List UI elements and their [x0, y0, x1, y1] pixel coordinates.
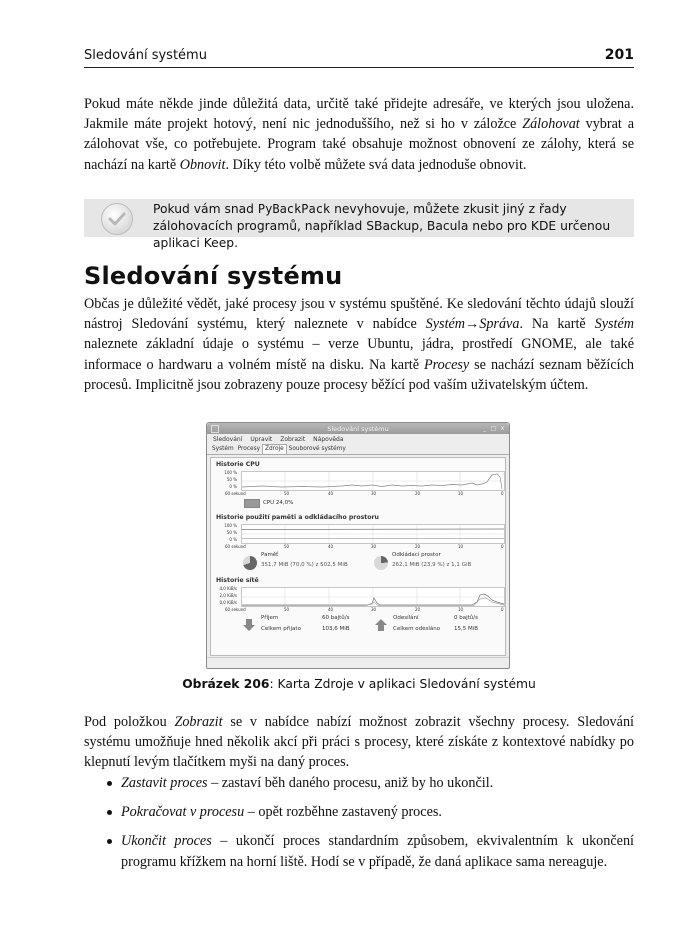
- menu-upravit[interactable]: Upravit: [250, 435, 273, 443]
- network-graph: [241, 587, 505, 607]
- text-run: Pokud máte někde jinde důležitá data, určitě také přidejte adresáře, ve kterých jsou uložena. Jakmile máte projekt hotový, není nic jednoduššího, než si ho v záložce: [84, 96, 634, 133]
- emphasis-procesy: Procesy: [424, 356, 470, 373]
- x-tick: 40: [328, 544, 334, 549]
- send-value: 0 bajtů/s: [454, 615, 478, 621]
- x-tick: 60 sekund: [225, 544, 246, 549]
- memory-history-title: Historie použití paměti a odkládacího prostoru: [216, 514, 379, 521]
- window-titlebar: [207, 423, 509, 434]
- list-item-text: – opět rozběhne zastavený proces.: [244, 804, 442, 821]
- code-pybackpack: PyBackPack: [257, 202, 331, 216]
- memory-graph-plot: [242, 525, 504, 543]
- menu-sledovani[interactable]: Sledování: [213, 435, 243, 443]
- cpu-history-title: Historie CPU: [216, 461, 260, 468]
- resources-pane: [210, 457, 506, 656]
- x-tick: 10: [458, 491, 464, 496]
- window-title: Sledování systému: [327, 425, 389, 433]
- tip-box: [84, 199, 634, 250]
- cpu-graph-plot: [242, 472, 504, 490]
- intro-paragraph: [84, 94, 634, 175]
- receive-label: Příjem: [261, 615, 279, 621]
- list-item-term: Zastavit proces: [121, 775, 208, 791]
- y-tick: 0 %: [229, 484, 237, 489]
- network-graph-plot: [242, 588, 504, 606]
- section-heading: Sledování systému: [84, 262, 343, 290]
- figure-caption: [84, 677, 634, 691]
- x-tick: 30: [371, 544, 377, 549]
- list-item-term: Pokračovat v procesu: [121, 804, 245, 821]
- swap-value: 262,1 MiB (23,9 %) z 1,1 GiB: [392, 562, 472, 568]
- x-tick: 50: [284, 491, 290, 496]
- send-label: Odesílání: [393, 615, 419, 621]
- caption-text: : Karta Zdroje v aplikaci Sledování systému: [269, 677, 536, 691]
- tab-procesy[interactable]: Procesy: [237, 446, 261, 452]
- cpu-legend: CPU 24,0%: [263, 500, 294, 506]
- download-arrow-icon: [242, 618, 256, 632]
- x-tick: 20: [415, 491, 421, 496]
- x-tick: 50: [284, 544, 290, 549]
- y-tick: 4,0 KiB/s: [219, 586, 237, 591]
- cpu-color-swatch[interactable]: [244, 499, 260, 508]
- swap-label: Odkládací prostor: [392, 552, 441, 558]
- tab-souborove-systemy[interactable]: Souborové systémy: [288, 446, 346, 452]
- list-item-term: Ukončit proces: [121, 833, 212, 850]
- list-item-text: – zastaví běh daného procesu, aniž by ho ukončil.: [207, 775, 494, 791]
- emphasis-zobrazit: Zobrazit: [174, 714, 223, 730]
- x-tick: 0: [501, 607, 504, 612]
- x-tick: 20: [415, 607, 421, 612]
- total-received-label: Celkem přijato: [261, 626, 301, 632]
- x-tick: 20: [415, 544, 421, 549]
- close-icon[interactable]: x: [500, 425, 505, 432]
- x-tick: 60 sekund: [225, 491, 246, 496]
- menu-napoveda[interactable]: Nápověda: [313, 435, 344, 443]
- bullet-icon: [107, 781, 112, 786]
- window-statusbar: [207, 657, 509, 668]
- memory-pie-icon[interactable]: [243, 556, 257, 570]
- x-tick: 60 sekund: [225, 607, 246, 612]
- total-sent-label: Celkem odesláno: [393, 626, 441, 632]
- running-head-title: Sledování systému: [84, 48, 207, 63]
- memory-label: Paměť: [261, 552, 279, 558]
- text-run: se v nabídce nabízí možnost zobrazit všechny procesy. Sledování systému umožňuje hned několik akcí při práci s procesy, které získáte z kontextové nabídky po klepnutí levým tlačítkem myši na daný proces.: [84, 714, 634, 771]
- maximize-icon[interactable]: □: [490, 425, 497, 432]
- figure-system-monitor-window: [206, 422, 510, 669]
- x-tick: 40: [328, 607, 334, 612]
- x-tick: 30: [371, 607, 377, 612]
- minimize-icon[interactable]: _: [483, 425, 486, 432]
- text-run: Pod položkou: [84, 714, 175, 730]
- x-tick: 0: [501, 491, 504, 496]
- tab-zdroje[interactable]: Zdroje: [262, 444, 287, 454]
- y-tick: 100 %: [224, 523, 237, 528]
- text-run: naleznete základní údaje o systému – verze Ubuntu, jádra, prostředí GNOME, ale také informace o hardwaru a volném místě na disku. Na kartě: [84, 336, 634, 373]
- section-paragraph: [84, 294, 634, 395]
- text-run: Občas je důležité vědět, jaké procesy jsou v systému spuštěné. Ke sledování těchto údajů slouží nástroj Sledování systému, který naleznete v nabídce: [84, 296, 634, 333]
- bullet-icon: [107, 810, 112, 815]
- upload-arrow-icon: [374, 618, 388, 632]
- total-received-value: 103,6 MiB: [322, 626, 350, 632]
- receive-value: 60 bajtů/s: [322, 615, 350, 621]
- running-head: [84, 47, 634, 68]
- emphasis-system: Systém: [594, 316, 634, 333]
- y-tick: 0 %: [229, 537, 237, 542]
- page-number: 201: [604, 47, 634, 63]
- list-item: [84, 802, 634, 822]
- menubar: [207, 434, 509, 444]
- y-tick: 2,0 KiB/s: [219, 593, 237, 598]
- x-tick: 0: [501, 544, 504, 549]
- emphasis-obnovit: Obnovit: [179, 156, 226, 173]
- after-figure-paragraph: [84, 712, 634, 773]
- tab-bar: [207, 444, 509, 455]
- list-item: [84, 831, 634, 871]
- x-tick: 50: [284, 607, 290, 612]
- list-item-text: – ukončí proces standardním způsobem, ekvivalentním k ukončení programu křížkem na horní liště. Hodí se v případě, že daná aplikace sama nereaguje.: [121, 833, 634, 870]
- text-run: . Díky této volbě můžete svá data jednoduše obnovit.: [225, 156, 527, 173]
- text-run: se nachází seznam běžících procesů. Implicitně jsou zobrazeny pouze procesy běžící pod vaším uživatelským účtem.: [84, 356, 634, 393]
- text-run: . Na kartě: [519, 316, 595, 333]
- list-item: [84, 773, 634, 793]
- text-run: vybrat a zálohovat vše, co potřebujete. Program také obsahuje možnost obnovení ze zálohy, která se nachází na kartě: [84, 116, 634, 173]
- checkmark-icon: [101, 203, 133, 235]
- memory-graph: [241, 524, 505, 544]
- text-run: nevyhovuje, můžete zkusit jiný z řady zálohovacích programů, například SBackup, Bacula nebo pro KDE určenou aplikaci Keep.: [153, 202, 611, 250]
- y-tick: 0,0 KiB/s: [219, 600, 237, 605]
- y-tick: 50 %: [226, 530, 237, 535]
- process-actions-list: [84, 773, 634, 881]
- tab-system[interactable]: Systém: [212, 446, 234, 452]
- memory-line: [242, 529, 504, 530]
- swap-pie-icon[interactable]: [374, 556, 388, 570]
- network-history-title: Historie sítě: [216, 577, 259, 584]
- emphasis-zalohovat: Zálohovat: [522, 116, 580, 133]
- x-tick: 40: [328, 491, 334, 496]
- x-tick: 10: [458, 607, 464, 612]
- tip-text: [153, 201, 628, 252]
- menu-zobrazit[interactable]: Zobrazit: [280, 435, 306, 443]
- x-tick: 10: [458, 544, 464, 549]
- memory-value: 351,7 MiB (70,0 %) z 502,5 MiB: [261, 562, 348, 568]
- text-run: Pokud vám snad: [153, 202, 258, 216]
- emphasis-menu-path: Systém→Správa: [425, 316, 520, 333]
- y-tick: 50 %: [226, 477, 237, 482]
- x-tick: 30: [371, 491, 377, 496]
- caption-label: Obrázek 206: [182, 677, 270, 691]
- cpu-graph: [241, 471, 505, 491]
- total-sent-value: 15,5 MiB: [454, 626, 479, 632]
- y-tick: 100 %: [224, 470, 237, 475]
- bullet-icon: [107, 839, 112, 844]
